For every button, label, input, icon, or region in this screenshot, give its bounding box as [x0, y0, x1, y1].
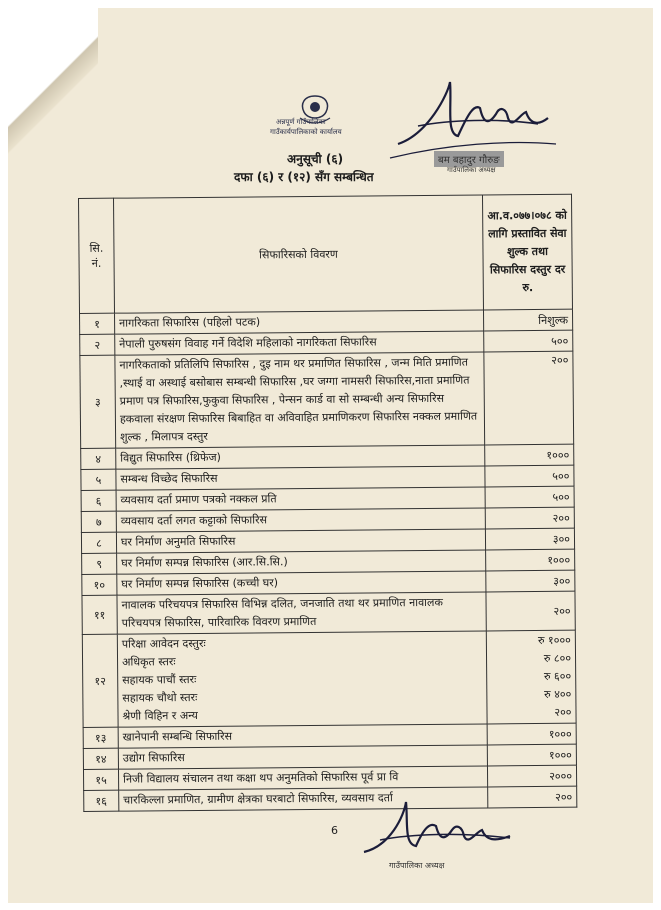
row-rate: १०००: [487, 744, 576, 766]
row-rate: ५००: [485, 465, 574, 487]
exam-fee-rates: [486, 630, 576, 724]
row-serial: १: [80, 313, 115, 334]
exam-fee-level: श्रेणी विहिन र अन्य: [122, 708, 198, 723]
exam-fee-rate: २००: [554, 705, 572, 719]
row-serial: १०: [82, 574, 117, 595]
row-serial: ७: [81, 511, 116, 532]
row-rate: २००: [484, 351, 574, 445]
row-serial: १४: [83, 748, 118, 769]
row-description: उद्योग सिफारिस: [118, 745, 487, 769]
signature-bottom: [360, 796, 520, 868]
row-description: नागरिकताको प्रतिलिपि सिफारिस , दुइ नाम थर प्रमाणित सिफारिस , जन्म मिति प्रमाणित ,स्थाई वा अस्थाई बसोबास सम्बन्धी सिफारिस ,घर जग्गा नामसरी सिफारिस,नाता प्रमाणित प्रमाण पत्र सिफारिस,फुकुवा सिफारिस , पेन्सन कार्ड वा सो सम्बन्धी अन्य सिफारिस हकवाला संरक्षण सिफारिस बिबाहित वा अविवाहित प्रमाणिकरण सिफारिस नक्कल प्रमाणित शुल्क , मिलापत्र दस्तुर: [115, 352, 485, 448]
row-rate: ३००: [486, 570, 575, 592]
official-role-stamp: गाउँपालिका अध्यक्ष: [447, 166, 496, 174]
row-rate: निशुल्क: [483, 309, 572, 331]
stamp-line-2: गाउँकार्यपालिकाको कार्यालय: [270, 128, 342, 136]
row-description: घर निर्माण सम्पन्न सिफारिस (कच्ची घर): [117, 571, 486, 595]
annex-subtitle: दफा (६) र (१२) सँग सम्बन्धित: [234, 170, 374, 184]
page-number: 6: [331, 824, 338, 837]
row-description: घर निर्माण अनुमति सिफारिस: [116, 529, 485, 553]
row-description: नागरिकता सिफारिस (पहिलो पटक): [115, 310, 484, 334]
table-header-row: [79, 194, 573, 313]
row-rate: ३००: [485, 528, 574, 550]
row-serial: ११: [82, 595, 117, 634]
exam-fee-level: अधिकृत स्तरः: [121, 655, 176, 669]
row-serial: ४: [81, 448, 116, 469]
exam-fee-rate: रु ६००: [543, 669, 572, 683]
row-description: विद्युत सिफारिस (थ्रिफेज): [116, 445, 485, 469]
row-rate: २०००: [487, 765, 576, 787]
header-rate: आ.व.०७७।०७८ को लागि प्रस्तावित सेवा शुल्क तथा सिफारिस दस्तुर दर रु.: [482, 194, 572, 310]
exam-fee-level: सहायक चौथो स्तरः: [122, 690, 198, 705]
row-description: नावालक परिचयपत्र सिफारिस विभिन्न दलित, जनजाति तथा थर प्रमाणित नावालक परिचयपत्र सिफारिस, पारिवारिक विवरण प्रमाणित: [117, 592, 486, 634]
row-serial: १२: [82, 634, 118, 727]
official-name-stamp: बम बहादुर गौरुङ: [434, 151, 504, 167]
row-rate: १०००: [486, 549, 575, 571]
official-role-bottom: गाउँपालिका अध्यक्ष: [389, 861, 445, 870]
row-description: व्यवसाय दर्ता प्रमाण पत्रको नक्कल प्रति: [116, 487, 485, 511]
row-rate: २००: [485, 507, 574, 529]
row-description: निजी विद्यालय संचालन तथा कक्षा थप अनुमतिको सिफारिस पूर्व प्रा वि: [118, 766, 487, 790]
row-serial: १५: [83, 769, 118, 790]
row-description: घर निर्माण सम्पन्न सिफारिस (आर.सि.सि.): [117, 550, 486, 574]
folded-corner: [8, 8, 98, 158]
annex-title: अनुसूची (६): [287, 152, 344, 166]
row-rate: १०००: [487, 723, 576, 745]
exam-fee-level: सहायक पाचौं स्तरः: [122, 672, 197, 687]
table-row: [82, 591, 575, 634]
row-rate: २००: [488, 786, 577, 808]
row-serial: ६: [81, 490, 116, 511]
exam-fee-rate: रु ४००: [544, 687, 572, 701]
exam-fee-description: [117, 631, 487, 727]
fee-table: [78, 194, 577, 812]
row-rate: २००: [486, 591, 575, 631]
header-description: सिफारिसको विवरण: [114, 195, 484, 313]
row-description: व्यवसाय दर्ता लगत कट्टाको सिफारिस: [116, 508, 485, 532]
row-serial: ५: [81, 469, 116, 490]
row-description: चारकिल्ला प्रमाणित, ग्रामीण क्षेत्रका घरबाटो सिफारिस, व्यवसाय दर्ता: [119, 787, 488, 811]
row-description: नेपाली पुरुषसंग विवाह गर्ने विदेशि महिलाको नागरिकता सिफारिस: [115, 331, 484, 355]
row-serial: ९: [82, 553, 117, 574]
stamp-line-1: अन्नपूर्ण गाउँपालिका: [276, 118, 326, 126]
row-serial: १३: [83, 727, 118, 748]
row-description: सम्बन्ध विच्छेद सिफारिस: [116, 466, 485, 490]
header-serial: सि. नं.: [79, 198, 115, 313]
row-rate: ५००: [485, 486, 574, 508]
table-row: [80, 351, 574, 448]
row-serial: ८: [81, 532, 116, 553]
row-description: खानेपानी सम्बन्धि सिफारिस: [118, 724, 487, 748]
exam-fee-rate: रु ८००: [543, 651, 572, 665]
row-serial: २: [80, 334, 115, 355]
exam-fee-rate: रु १०००: [537, 633, 571, 648]
row-rate: ५००: [484, 330, 573, 352]
row-serial: ३: [80, 355, 116, 448]
table-row: [82, 630, 576, 727]
row-rate: १०००: [485, 444, 574, 466]
row-serial: १६: [84, 790, 119, 811]
exam-fee-label: परिक्षा आवेदन दस्तुरः: [121, 636, 206, 651]
